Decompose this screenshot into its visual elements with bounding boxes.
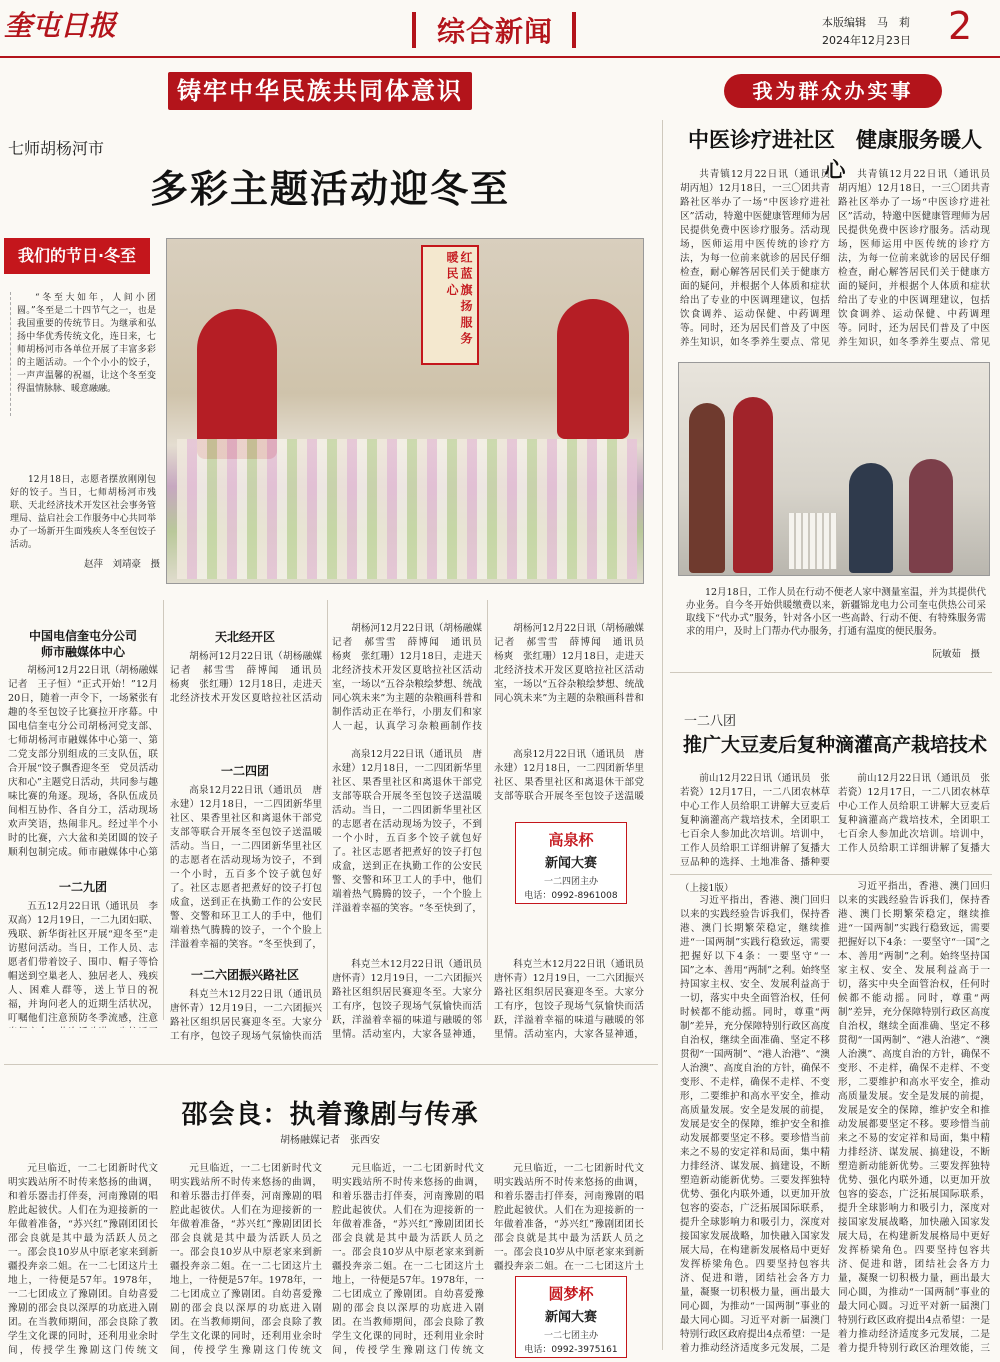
soy-headline: 推广大豆麦后复种滴灌高产栽培技术 (682, 734, 987, 756)
soy-col2: 前山12月22日讯（通讯员 张若瓷）12月17日，一二八团农林草中心工作人员给职工讲解大豆麦后复种滴灌高产栽培技术，全团职工七百余人参加此次培训。培训中，工作人员给职工详细讲解了复播大 (838, 773, 990, 854)
festival-tag: 我们的节日·冬至 (4, 238, 150, 274)
cont-top-rule (670, 874, 992, 875)
col4b-body: 高泉12月22日讯（通讯员 唐永建）12月18日，一二四团新华里社区、果香里社区和离退休干部党支部等联合开展冬至包饺子送温暖 (494, 749, 644, 802)
clinic-col1: 共青镇12月22日讯（通讯员 胡丙旭）12月18日，一三〇团共青路社区举办了一场“中医诊疗进社区”活动，特邀中医健康管理师为居民提供免费中医诊疗服务。活动现场，医师运用中医传统的诊疗方法，为每一位前来就诊的居民仔细检查，耐心解答居民们关于健康方面的疑问，并根据个人体质和症状给出了专业的中医调理建议，包括饮食调养、运动保健、中药调理等。同时，还为居民们普及了中医养生知识，如冬季养生要点、常见 (680, 169, 830, 348)
main-headline: 多彩主题活动迎冬至 (149, 167, 510, 211)
opera-col4: 元旦临近，一二七团新时代文明实践站所不时传来悠扬的曲调，和着乐器击打伴奏，河南豫剧的唱腔此起彼伏。人们在为迎接新的一年做着准备，“苏兴红”豫剧团团长邵会良就是其中最为活跃人员之一。邵会良10岁从中原老家来到新疆投奔亲二姐。在一二七团这片土 (494, 1163, 644, 1272)
soy-kicker: 一二八团 (684, 714, 737, 729)
col2c-body: 科克兰木12月22日讯（通讯员 唐怀青）12月19日，一二六团振兴路社区组织居民赛迎冬至。大家分工有序，包饺子现场气氛愉快而活 (170, 989, 322, 1042)
contest2-phone: 电话：0992-3975161 (524, 1345, 618, 1355)
col4c-body: 科克兰木12月22日讯（通讯员 唐怀青）12月19日，一二六团振兴路社区组织居民赛迎冬至。大家分工有序，包饺子现场气氛愉快而活跃，洋溢着幸福的味道与融暖的邻里情。活动室内，大家各显神通， (494, 959, 644, 1040)
clinic-photo (678, 362, 990, 576)
page-number: 2 (948, 4, 973, 48)
clinic-credit: 阮敏茹 摄 (932, 649, 980, 660)
contest-box-2 (515, 1276, 627, 1358)
contest1-phone: 电话：0992-8961008 (524, 891, 618, 901)
contest1-subtitle: 新闻大赛 (544, 856, 597, 871)
soy-col1: 前山12月22日讯（通讯员 张若瓷）12月17日，一二八团农林草中心工作人员给职工讲解大豆麦后复种滴灌高产栽培技术，全团职工七百余人参加此次培训。培训中，工作人员给职工详细讲解了复播大豆品种的选择、土地准备、播种要 (680, 773, 830, 868)
cont-col1: 习近平指出，香港、澳门回归以来的实践经验告诉我们，保持香港、澳门长期繁荣稳定，继续推进“一国两制”实践行稳致远，需要把握好以下4条：一要坚守“一国”之本、善用“两制”之利。始终坚持国家主权、安全、发展利益高于一切，落实中央全面管治权，任何时候都不能动摇。同时，尊重“两制”差异，充分保障特别行政区高度自治权，继续全面准确、坚定不移贯彻“一国两制”、“港人治港”、“澳人治澳”、高度自治的方针，确保不变形、不走样，确保不走样、不变形，二要维护和高水平安全，推动高质量发展。安全是发展的前提，发展是安全的保障，维护安全和推动发展都要坚定不移。要珍惜当前来之不易的安定祥和局面，集中精力排经济、谋发展、搞建设，不断塑造新动能新优势。三要发挥独特优势、强化内联外通，以更加开放包容的姿态，广泛拓展国际联系，提升全球影响力和吸引力，深度对接国家发展战略，加快融入国家发展大局，在构建新发展格局中更好发挥桥梁角色。四要坚持包容共济、促进和谐，团结社会各方力量，凝聚一切积极力量，画出最大同心圆，为推动“一国两制”事业的最大同心圆。习近平对新一届澳门特别行政区政府提出4点希望：一是着力推动经济适度多元发展，二是 (680, 895, 830, 1354)
clinic-headline: 中医诊疗进社区 健康服务暖人心 (688, 128, 982, 182)
col-rule-1 (163, 600, 164, 1020)
main-kicker: 七师胡杨河市 (8, 139, 105, 158)
col1-body: 胡杨河12月22日讯（胡杨融媒记者 王子恒）“正式开始！”12月20日，随着一声令下，一场紧张有趣的冬至包饺子比赛拉开序幕。中国电信奎屯分公司胡杨河党支部、七师胡杨河市融媒体中心第一、第二党支部分别组成的三支队伍，联合开展“饺子飘香迎冬至 党员活动庆和心”主题党日活动，共同参与趣味比赛的角逐。现场，各队伍成员间相互协作、各自分工，活动现场欢声笑语，热闹非凡。经过半个小时的比赛，六大盆和美团圆的饺子顺利包制完成。师市融媒体中心第 (8, 665, 158, 858)
col2-subhead: 天北经开区 (214, 630, 275, 644)
col-rule-2 (327, 600, 328, 1020)
contest1-org: 一二四团主办 (543, 877, 598, 887)
elderly-figure-2 (909, 459, 953, 573)
col3c-body: 科克兰木12月22日讯（通讯员 唐怀青）12月19日，一二六团振兴路社区组织居民赛迎冬至。大家分工有序，包饺子现场气氛愉快而活跃，洋溢着幸福的味道与融暖的邻里情。活动室内，大家各显神通， (332, 959, 482, 1040)
opera-col3: 元旦临近，一二七团新时代文明实践站所不时传来悠扬的曲调，和着乐器击打伴奏，河南豫剧的唱腔此起彼伏。人们在为迎接新的一年做着准备，“苏兴红”豫剧团团长邵会良就是其中最为活跃人员之一。邵会良10岁从中原老家来到新疆投奔亲二姐。在一二七团这片土地上，一待便是57年。1978年，一二七团成立了豫剧团。自幼喜爱豫剧的邵会良以深厚的功底进入剧团。在当教师期间，邵会良除了教学生文化课的同时，还利用业余时间，传授学生豫剧这门传统文 (332, 1163, 484, 1356)
col2-body-a: 胡杨河12月22日讯（胡杨融媒记者 郝雪雪 薛博闻 通讯员 杨爽 张红珊）12月18日，走进天北经济技术开发区夏晗拉社区活动 (170, 651, 322, 704)
col1-subhead: 中国电信奎屯分公司 师市融媒体中心 (28, 629, 137, 659)
masthead-logo: 奎屯日报 (4, 9, 117, 42)
opera-top-rule (4, 1064, 658, 1065)
clinic-caption: 12月18日，工作人员在行动不便老人家中测量室温，并为其提供代办业务。自今冬开始供暖缴费以来，新疆锦龙电力公司奎屯供热公司采取线下“代办式”服务，针对各小区一些高龄、行动不便、有特殊服务需求的用户，及时上门帮办代办服务，打通有温度的便民服务。 (686, 587, 986, 637)
contest2-org: 一二七团主办 (543, 1331, 598, 1341)
contest-box-1 (515, 822, 627, 904)
main-photo (166, 238, 644, 584)
main-credit: 赵萍 刘靖豪 摄 (83, 559, 160, 570)
right-banner: 我为群众办实事 (724, 74, 942, 108)
col2c-subhead: 一二六团振兴路社区 (190, 968, 299, 982)
editor-line: 本版编辑 马 莉 (822, 16, 910, 29)
opera-col2: 元旦临近，一二七团新时代文明实践站所不时传来悠扬的曲调，和着乐器击打伴奏，河南豫剧的唱腔此起彼伏。人们在为迎接新的一年做着准备，“苏兴红”豫剧团团长邵会良就是其中最为活跃人员之一。邵会良10岁从中原老家来到新疆投奔亲二姐。在一二七团这片土地上，一待便是57年。1978年，一二七团成立了豫剧团。自幼喜爱豫剧的邵会良以深厚的功底进入剧团。在当教师期间，邵会良除了教学生文化课的同时，还利用业余时间，传授学生豫剧这门传统文 (170, 1163, 322, 1356)
staff-figure-center (733, 397, 773, 573)
col-rule-4 (662, 120, 663, 1350)
opera-col1: 元旦临近，一二七团新时代文明实践站所不时传来悠扬的曲调，和着乐器击打伴奏，河南豫剧的唱腔此起彼伏。人们在为迎接新的一年做着准备，“苏兴红”豫剧团团长邵会良就是其中最为活跃人员之一。邵会良10岁从中原老家来到新疆投奔亲二姐。在一二七团这片土地上，一待便是57年。1978年，一二七团成立了豫剧团。自幼喜爱豫剧的邵会良以深厚的功底进入剧团。在当教师期间，邵会良除了教学生文化课的同时，还利用业余时间，传授学生豫剧这门传统文 (8, 1163, 158, 1356)
staff-figure-left (689, 403, 725, 573)
contest1-title: 高泉杯 (548, 831, 594, 849)
col1b-subhead: 一二九团 (58, 880, 107, 894)
radiator (789, 513, 837, 569)
masthead-rule (0, 56, 1000, 58)
col2b-subhead: 一二四团 (220, 764, 269, 778)
volunteer-figure-right (557, 299, 629, 439)
main-intro: “冬至大如年，人间小团圆。”冬至是二十四节气之一，也是我国重要的传统节日。为继承和弘扬中华优秀传统文化，连日来，七师胡杨河市各单位开展了丰富多彩的主题活动。一个个小小的饺子，一声声温馨的祝福，让这个冬至变得温情脉脉、暖意融融。 (10, 292, 156, 416)
col-rule-3 (487, 600, 488, 1020)
photo-sign: 红 蓝 旗 扬 服 务 暖 民 心 (421, 245, 479, 365)
cont-col2: 习近平指出，香港、澳门回归以来的实践经验告诉我们，保持香港、澳门长期繁荣稳定，继续推进“一国两制”实践行稳致远，需要把握好以下4条：一要坚守“一国”之本、善用“两制”之利。始终坚持国家主权、安全、发展利益高于一切，落实中央全面管治权，任何时候都不能动摇。同时，尊重“两制”差异，充分保障特别行政区高度自治权，继续全面准确、坚定不移贯彻“一国两制”、“港人治港”、“澳人治澳”、高度自治的方针，确保不变形、不走样，确保不走样、不变形，二要维护和高水平安全，推动高质量发展。安全是发展的前提，发展是安全的保障，维护安全和推动发展都要坚定不移。要珍惜当前来之不易的安定祥和局面，集中精力排经济、谋发展、搞建设，不断塑造新动能新优势。三要发挥独特优势、强化内联外通，以更加开放包容的姿态，广泛拓展国际联系，提升全球影响力和吸引力，深度对接国家发展战略，加快融入国家发展大局，在构建新发展格局中更好发挥桥梁角色。四要坚持包容共济、促进和谐，团结社会各方力量，凝聚一切积极力量，画出最大同心圆，为推动“一国两制”事业的最大同心圆。习近平对新一届澳门特别行政区政府提出4点希望：一是着力推动经济适度多元发展，二是着力提升特别行政区治理效能，三 (838, 881, 990, 1354)
contest2-title: 圆梦杯 (548, 1285, 594, 1303)
section-title: 综合新闻 (436, 15, 553, 48)
masthead-right-bar (572, 12, 576, 48)
masthead-left-bar (412, 12, 416, 48)
contest2-subtitle: 新闻大赛 (544, 1310, 597, 1325)
elderly-figure (849, 463, 893, 573)
col2b-body: 高泉12月22日讯（通讯员 唐永建）12月18日，一二四团新华里社区、果香里社区和离退休干部党支部等联合开展冬至包饺子送温暖活动。当日，一二四团新华里社区的志愿者在活动现场为饺子，不到一个小时，五百多个饺子就包好了。社区志愿者把煮好的饺子打包成盒，送到正在执勤工作的公安民警、交警和环卫工人的手中，他们端着热气腾腾的饺子，一个个脸上洋溢着幸福的笑容。“冬至快到了， (170, 785, 322, 950)
col3b-body: 高泉12月22日讯（通讯员 唐永建）12月18日，一二四团新华里社区、果香里社区和离退休干部党支部等联合开展冬至包饺子送温暖活动。当日，一二四团新华里社区的志愿者在活动现场为饺子，不到一个小时，五百多个饺子就包好了。社区志愿者把煮好的饺子打包成盒，送到正在执勤工作的公安民警、交警和环卫工人的手中，他们端着热气腾腾的饺子，一个个脸上洋溢着幸福的笑容。“冬至快到了， (332, 749, 482, 914)
dumpling-tray (177, 439, 637, 579)
col4-body-a: 胡杨河12月22日讯（胡杨融媒记者 郝雪雪 薛博闻 通讯员 杨爽 张红珊）12月18日，走进天北经济技术开发区夏晗拉社区活动室，一场以“五谷杂粮绘梦想、统战同心筑未来”为主题的杂粮画科普和 (494, 623, 644, 704)
opera-headline: 邵会良：执着豫剧与传承 (181, 1100, 479, 1130)
volunteer-figure-left (197, 309, 277, 459)
main-caption: 12月18日，志愿者摆放刚刚包好的饺子。当日，七师胡杨河市残联、天北经济技术开发区社会事务管理局、益启社会工作服务中心共同举办了一场新开生面残疾人冬至包饺子活动。 (10, 475, 156, 550)
clinic-col2: 共青镇12月22日讯（通讯员 胡丙旭）12月18日，一三〇团共青路社区举办了一场“中医诊疗进社区”活动，特邀中医健康管理师为居民提供免费中医诊疗服务。活动现场，医师运用中医传统的诊疗方法，为每一位前来就诊的居民仔细检查，耐心解答居民们关于健康方面的疑问，并根据个人体质和症状给出了专业的中医调理建议，包括饮食调养、运动保健、中药调理等。同时，还为居民们普及了中医养生知识，如冬季养生要点、常见 (838, 169, 990, 348)
col1b-body: 五五12月22日讯（通讯员 李双高）12月19日，一二九团妇联、残联、新华街社区开展“迎冬至”走访慰问活动。当日，工作人员、志愿者们带着饺子、围巾、帽子等恰帽送到空巢老人、独居老人、残疾人、困难人群等，送上节日的祝福，并询问老人的近期生活状况，叮嘱他们注意预防冬季流感，注意 (8, 901, 158, 1024)
col3-body-a: 胡杨河12月22日讯（胡杨融媒记者 郝雪雪 薛博闻 通讯员 杨爽 张红珊）12月18日，走进天北经济技术开发区夏晗拉社区活动室，一场以“五谷杂粮绘梦想、统战同心筑未来”为主题的杂粮画科普和制作活动正在举行，小朋友们和家人一起，认真学习杂粮画制作技 (332, 623, 482, 732)
opera-byline: 胡杨融媒记者 张西安 (280, 1135, 380, 1146)
cont-note: （上接1版） (680, 883, 734, 894)
soy-top-rule (670, 672, 992, 673)
left-banner: 铸牢中华民族共同体意识 (168, 72, 472, 110)
issue-date: 2024年12月23日 (822, 34, 911, 47)
